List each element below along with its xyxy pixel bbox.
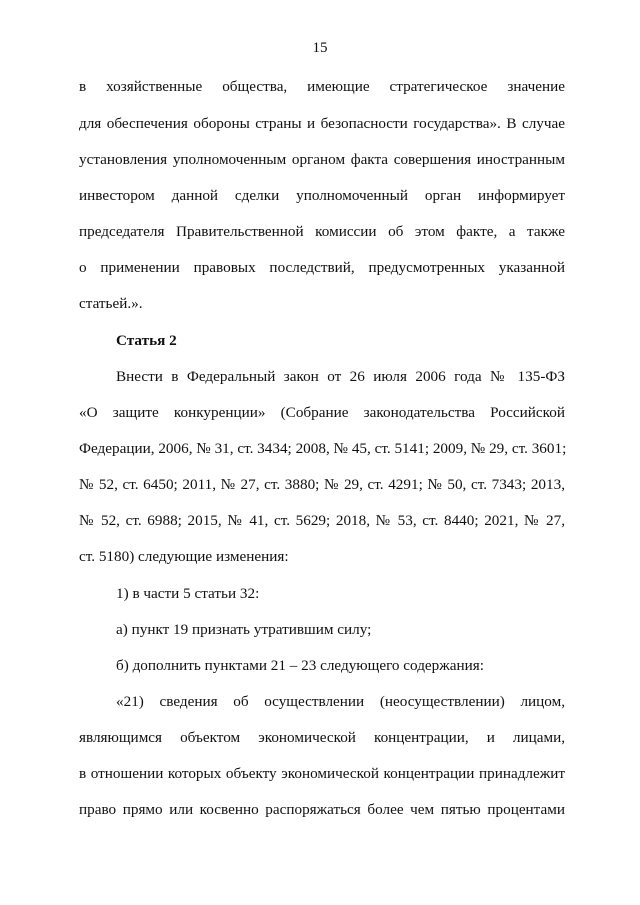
line-1: в хозяйственные общества, имеющие стратегическое значение <box>79 78 565 95</box>
line-15: 1) в части 5 статьи 32: <box>116 585 260 602</box>
line-18: «21) сведения об осуществлении (неосуществлении) лицом, <box>116 693 565 710</box>
line-3: установления уполномоченным органом факта совершения иностранным <box>79 151 565 168</box>
line-2: для обеспечения обороны страны и безопасности государства». В случае <box>79 115 565 132</box>
line-13: № 52, ст. 6988; 2015, № 41, ст. 5629; 2018, № 53, ст. 8440; 2021, № 27, <box>79 512 565 529</box>
line-20: в отношении которых объекту экономической концентрации принадлежит <box>79 765 565 782</box>
line-21: право прямо или косвенно распоряжаться более чем пятью процентами <box>79 801 565 818</box>
line-16: а) пункт 19 признать утратившим силу; <box>116 621 372 638</box>
line-4: инвестором данной сделки уполномоченный орган информирует <box>79 187 565 204</box>
line-6: о применении правовых последствий, предусмотренных указанной <box>79 259 565 276</box>
line-17: б) дополнить пунктами 21 – 23 следующего содержания: <box>116 657 484 674</box>
line-19: являющимся объектом экономической концентрации, и лицами, <box>79 729 565 746</box>
line-14: ст. 5180) следующие изменения: <box>79 548 289 565</box>
line-11: Федерации, 2006, № 31, ст. 3434; 2008, № 45, ст. 5141; 2009, № 29, ст. 3601; <box>79 440 567 457</box>
article-heading: Статья 2 <box>116 332 177 349</box>
line-9: Внести в Федеральный закон от 26 июля 2006 года № 135-ФЗ <box>116 368 565 385</box>
line-12: № 52, ст. 6450; 2011, № 27, ст. 3880; № 29, ст. 4291; № 50, ст. 7343; 2013, <box>79 476 565 493</box>
line-7: статьей.». <box>79 295 143 312</box>
line-5: председателя Правительственной комиссии об этом факте, а также <box>79 223 565 240</box>
line-10: «О защите конкуренции» (Собрание законодательства Российской <box>79 404 565 421</box>
page-number: 15 <box>312 40 328 56</box>
